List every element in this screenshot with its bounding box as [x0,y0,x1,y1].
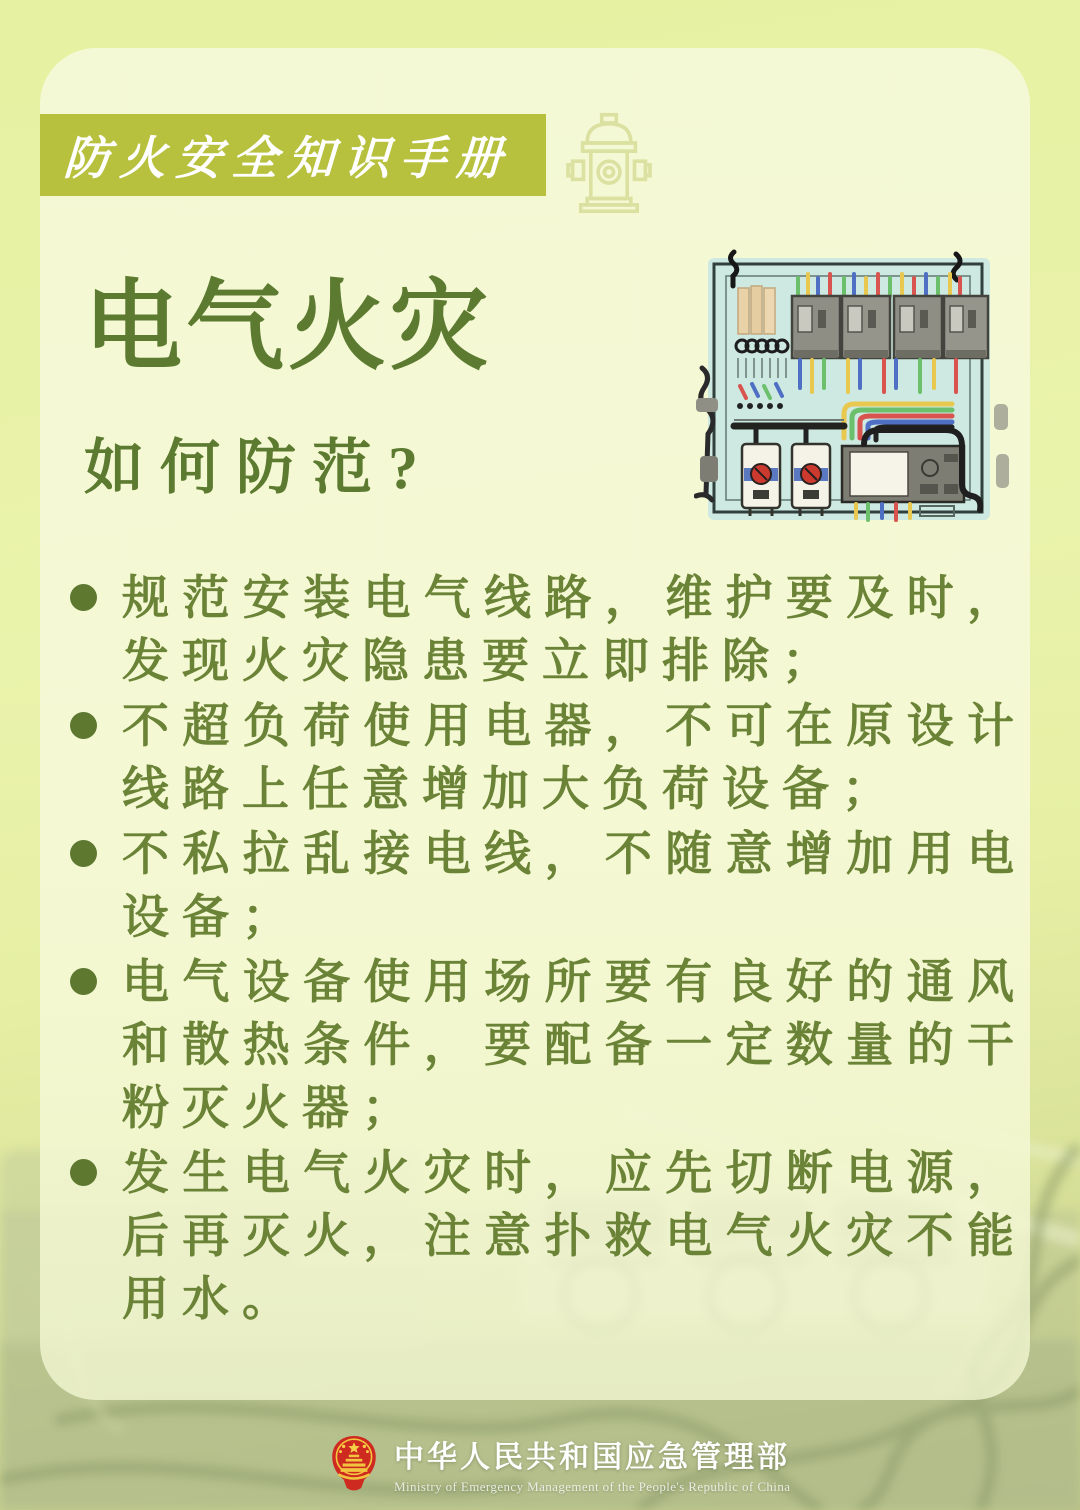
tip-text: 不超负荷使用电器，不可在原设计线路上任意增加大负荷设备； [122,699,1027,815]
list-item [70,694,1030,820]
electrical-panel-illustration [694,248,1016,532]
bullet-icon [70,712,97,739]
tip-text: 不私拉乱接电线，不随意增加用电设备； [122,827,1027,943]
list-item [70,950,1030,1139]
tip-text: 电气设备使用场所要有良好的通风和散热条件，要配备一定数量的干粉灭火器； [122,955,1027,1134]
bullet-icon [70,968,97,995]
ministry-name-en: Ministry of Emergency Management of the People's Republic of China [394,1479,791,1494]
footer [330,1432,790,1495]
fire-hydrant-icon [563,112,655,214]
tips-list [70,566,1030,1332]
ministry-name-cn: 中华人民共和国应急管理部 [394,1441,790,1474]
bullet-icon [70,840,97,867]
bullet-icon [70,584,97,611]
china-national-emblem-icon [330,1435,378,1493]
badge-label: 防火安全知识手册 [62,132,514,184]
page-title: 电气火灾 [84,274,493,382]
tip-text: 发生电气火灾时，应先切断电源，后再灭火，注意扑救电气火灾不能用水。 [122,1146,1027,1325]
tip-text: 规范安装电气线路，维护要及时，发现火灾隐患要立即排除； [122,571,1027,687]
bullet-icon [70,1159,97,1186]
page-subtitle: 如何防范? [84,435,434,501]
list-item [70,566,1030,692]
header-badge [40,114,546,196]
ministry-names [394,1432,790,1495]
list-item [70,1141,1030,1330]
list-item [70,822,1030,948]
